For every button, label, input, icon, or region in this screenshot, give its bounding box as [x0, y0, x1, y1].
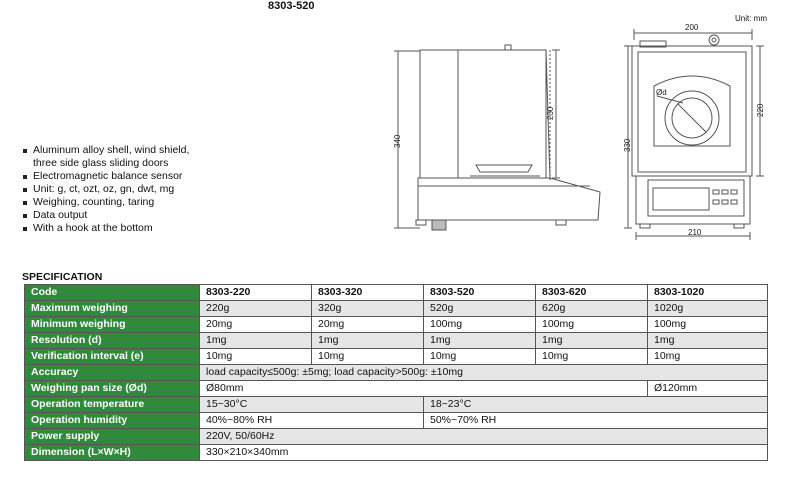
- pan-diameter-label: Ød: [656, 88, 667, 97]
- spec-cell: 10mg: [312, 349, 424, 365]
- spec-cell: 15~30°C: [200, 397, 424, 413]
- spec-cell: 10mg: [648, 349, 768, 365]
- spec-row: [25, 381, 768, 397]
- spec-model-code: 8303-620: [536, 285, 648, 301]
- feature-item: Aluminum alloy shell, wind shield,: [22, 144, 189, 157]
- spec-cell: 220V, 50/60Hz: [200, 429, 768, 445]
- spec-row-label: Code: [25, 285, 200, 301]
- spec-row-label: Weighing pan size (Ød): [25, 381, 200, 397]
- spec-cell: 620g: [536, 301, 648, 317]
- model-title: 8303-520: [268, 0, 315, 12]
- spec-cell: 520g: [424, 301, 536, 317]
- spec-cell: 330×210×340mm: [200, 445, 768, 461]
- feature-item: Weighing, counting, taring: [22, 196, 189, 209]
- spec-header-row: [25, 285, 768, 301]
- spec-cell: 220g: [200, 301, 312, 317]
- spec-row-label: Operation humidity: [25, 413, 200, 429]
- spec-cell: 1mg: [312, 333, 424, 349]
- spec-cell: 1mg: [536, 333, 648, 349]
- spec-cell: 10mg: [424, 349, 536, 365]
- spec-cell: load capacity≤500g: ±5mg; load capacity>500g: ±10mg: [200, 365, 768, 381]
- spec-row-label: Minimum weighing: [25, 317, 200, 333]
- spec-row-label: Verification interval (e): [25, 349, 200, 365]
- spec-row: [25, 333, 768, 349]
- feature-list: [22, 144, 189, 235]
- feature-item: Unit: g, ct, ozt, oz, gn, dwt, mg: [22, 183, 189, 196]
- feature-item: Data output: [22, 209, 189, 222]
- spec-row-label: Power supply: [25, 429, 200, 445]
- spec-model-code: 8303-520: [424, 285, 536, 301]
- spec-row: [25, 349, 768, 365]
- spec-cell: 10mg: [200, 349, 312, 365]
- spec-row: [25, 445, 768, 461]
- spec-cell: Ø120mm: [648, 381, 768, 397]
- spec-row-label: Dimension (L×W×H): [25, 445, 200, 461]
- spec-cell: 1020g: [648, 301, 768, 317]
- spec-row: [25, 397, 768, 413]
- spec-cell: 1mg: [200, 333, 312, 349]
- feature-item: Electromagnetic balance sensor: [22, 170, 189, 183]
- spec-row-label: Accuracy: [25, 365, 200, 381]
- spec-cell: 100mg: [648, 317, 768, 333]
- spec-cell: 40%~80% RH: [200, 413, 424, 429]
- spec-cell: 20mg: [200, 317, 312, 333]
- spec-row-label: Maximum weighing: [25, 301, 200, 317]
- spec-model-code: 8303-220: [200, 285, 312, 301]
- spec-cell: 18~23°C: [424, 397, 768, 413]
- spec-model-code: 8303-1020: [648, 285, 768, 301]
- spec-table: [24, 284, 768, 461]
- unit-note: Unit: mm: [735, 14, 767, 23]
- front-view: [624, 29, 764, 240]
- spec-row: [25, 365, 768, 381]
- front-height-label: 330: [623, 138, 632, 152]
- side-height-label: 340: [393, 134, 402, 148]
- side-view: [394, 45, 600, 230]
- front-top-label: 200: [685, 23, 699, 32]
- spec-row: [25, 301, 768, 317]
- front-bottom-label: 210: [688, 228, 702, 237]
- spec-cell: 320g: [312, 301, 424, 317]
- feature-item: With a hook at the bottom: [22, 222, 189, 235]
- spec-cell: 10mg: [536, 349, 648, 365]
- spec-cell: 1mg: [424, 333, 536, 349]
- spec-row-label: Resolution (d): [25, 333, 200, 349]
- spec-row: [25, 413, 768, 429]
- spec-cell: 100mg: [536, 317, 648, 333]
- spec-cell: 1mg: [648, 333, 768, 349]
- spec-cell: Ø80mm: [200, 381, 648, 397]
- spec-cell: 20mg: [312, 317, 424, 333]
- spec-row: [25, 429, 768, 445]
- side-chamber-label: 230: [546, 106, 555, 120]
- spec-row: [25, 317, 768, 333]
- front-upper-label: 220: [756, 103, 765, 117]
- spec-cell: 100mg: [424, 317, 536, 333]
- feature-item: three side glass sliding doors: [33, 157, 169, 169]
- spec-cell: 50%~70% RH: [424, 413, 768, 429]
- spec-row-label: Operation temperature: [25, 397, 200, 413]
- spec-model-code: 8303-320: [312, 285, 424, 301]
- spec-heading: SPECIFICATION: [22, 271, 103, 283]
